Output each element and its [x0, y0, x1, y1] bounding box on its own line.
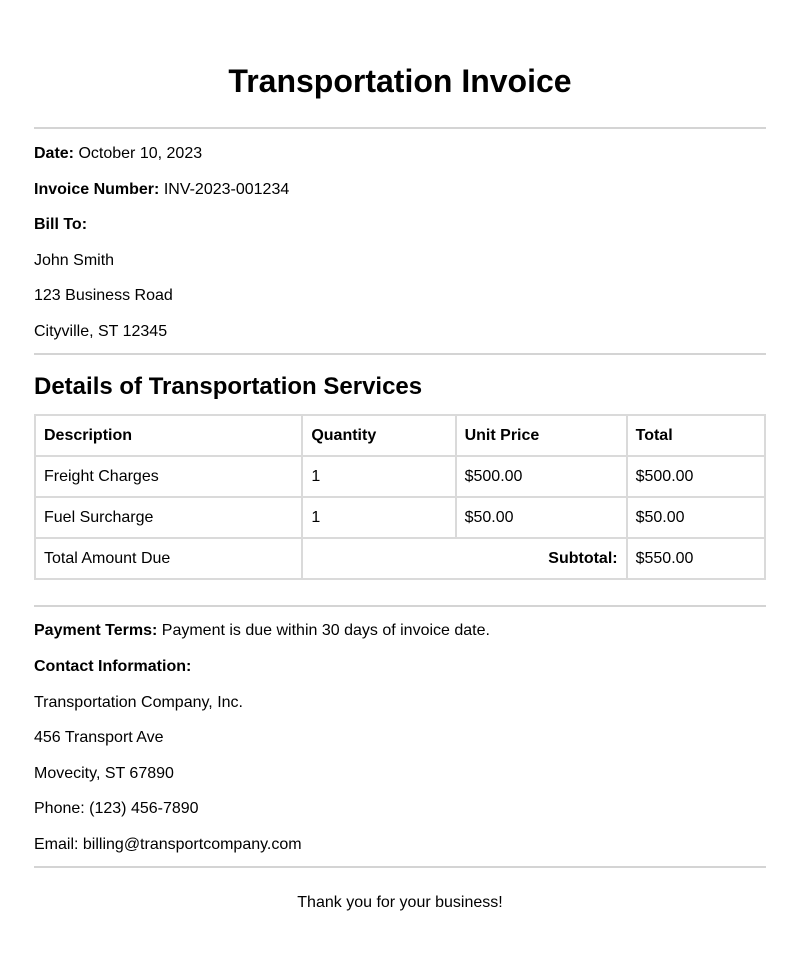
thank-you-message: Thank you for your business!	[297, 894, 503, 911]
row-description: Freight Charges	[35, 456, 302, 497]
subtotal-label: Subtotal:	[302, 538, 626, 579]
divider	[34, 866, 766, 868]
invoice-number-label: Invoice Number:	[34, 181, 160, 198]
contact-phone: Phone: (123) 456-7890	[34, 800, 199, 817]
bill-to-address-line2: Cityville, ST 12345	[34, 323, 168, 340]
invoice-title: Transportation Invoice	[228, 63, 572, 99]
contact-company: Transportation Company, Inc.	[34, 694, 243, 711]
invoice-date	[34, 144, 202, 164]
date-label: Date:	[34, 145, 75, 162]
contact-address-line1: 456 Transport Ave	[34, 729, 164, 746]
services-table	[34, 414, 766, 580]
subtotal-value: $550.00	[627, 538, 765, 579]
bill-to-heading: Bill To:	[34, 216, 88, 233]
contact-address-line2: Movecity, ST 67890	[34, 765, 174, 782]
table-row	[35, 456, 765, 497]
total-amount-due-label: Total Amount Due	[35, 538, 302, 579]
bill-to-address-line1: 123 Business Road	[34, 287, 173, 304]
column-header-description: Description	[35, 415, 302, 456]
row-total: $50.00	[627, 497, 765, 538]
table-header-row	[35, 415, 765, 456]
contact-email: Email: billing@transportcompany.com	[34, 836, 302, 853]
bill-to-name: John Smith	[34, 252, 115, 269]
row-unit-price: $50.00	[456, 497, 627, 538]
column-header-quantity: Quantity	[302, 415, 455, 456]
row-unit-price: $500.00	[456, 456, 627, 497]
row-quantity: 1	[302, 456, 455, 497]
contact-info-heading: Contact Information:	[34, 658, 192, 675]
divider	[34, 127, 766, 129]
invoice-number-value: INV-2023-001234	[163, 181, 290, 198]
contact-info-label	[34, 657, 191, 677]
column-header-total: Total	[627, 415, 765, 456]
bill-to-label	[34, 215, 87, 235]
summary-row	[35, 538, 765, 579]
payment-terms-value: Payment is due within 30 days of invoice date.	[161, 622, 490, 639]
row-total: $500.00	[627, 456, 765, 497]
services-heading: Details of Transportation Services	[34, 373, 423, 400]
payment-terms	[34, 621, 490, 641]
invoice-number	[34, 180, 289, 200]
divider	[34, 605, 766, 607]
row-quantity: 1	[302, 497, 455, 538]
payment-terms-label: Payment Terms:	[34, 622, 158, 639]
column-header-unit-price: Unit Price	[456, 415, 627, 456]
date-value: October 10, 2023	[78, 145, 203, 162]
table-row	[35, 497, 765, 538]
divider	[34, 353, 766, 355]
row-description: Fuel Surcharge	[35, 497, 302, 538]
